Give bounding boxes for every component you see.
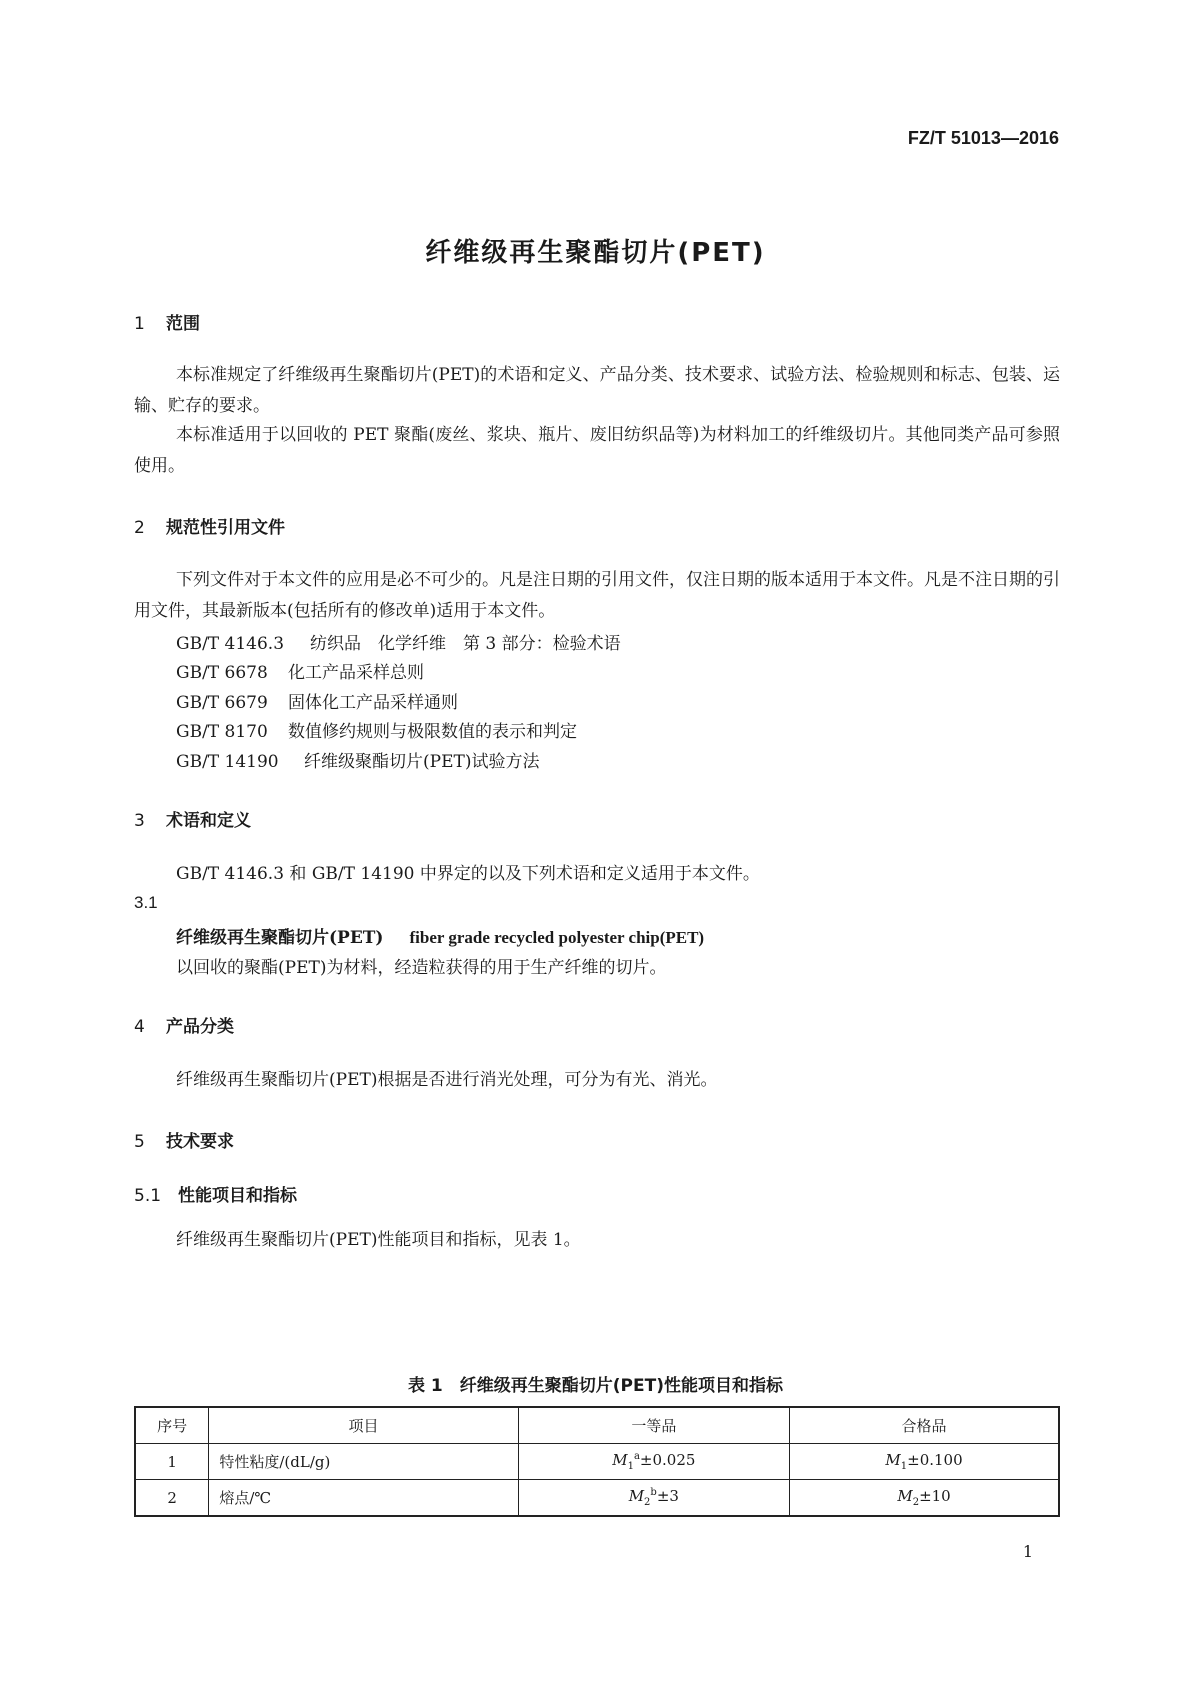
column-header: 项目: [209, 1407, 518, 1444]
reference-code: GB/T 6679: [176, 693, 268, 713]
standard-code: FZ/T 51013—2016: [907, 128, 1059, 148]
term-title: [176, 923, 704, 948]
reference-item: [176, 688, 458, 713]
qualified-grade-value: $M_2\pm 10$: [790, 1480, 1059, 1517]
section-5-heading: [134, 1127, 234, 1152]
paragraph: 纤维级再生聚酯切片(PET)性能项目和指标，见表 1。: [176, 1230, 581, 1250]
paragraph: 本标准适用于以回收的 PET 聚酯(废丝、浆块、瓶片、废旧纺织品等)为材料加工的纤维级切片。其他同类产品可参照使用。: [134, 425, 1060, 476]
first-grade-value: $M_2^b\pm 3$: [518, 1480, 789, 1517]
paragraph: 下列文件对于本文件的应用是必不可少的。凡是注日期的引用文件，仅注日期的版本适用于本文件。凡是不注日期的引用文件，其最新版本(包括所有的修改单)适用于本文件。: [134, 570, 1060, 621]
reference-code: GB/T 8170: [176, 722, 268, 742]
subsection-title: 性能项目和指标: [178, 1186, 297, 1206]
section-number: 5: [134, 1132, 145, 1152]
section-title: 技术要求: [166, 1132, 234, 1152]
spec-table: [134, 1406, 1060, 1517]
section-number: 4: [134, 1017, 145, 1037]
reference-title: 纤维级聚酯切片(PET)试验方法: [304, 752, 540, 772]
column-header: 一等品: [518, 1407, 789, 1444]
item-name: 熔点/℃: [209, 1480, 518, 1517]
section-title: 术语和定义: [166, 811, 251, 831]
subsection-number: 5.1: [134, 1186, 162, 1206]
reference-title: 化工产品采样总则: [288, 663, 424, 683]
first-grade-value: $M_1^a\pm 0.025$: [518, 1444, 789, 1480]
paragraph: GB/T 4146.3 和 GB/T 14190 中界定的以及下列术语和定义适用于本文件。: [176, 864, 760, 884]
paragraph: 本标准规定了纤维级再生聚酯切片(PET)的术语和定义、产品分类、技术要求、试验方法、检验规则和标志、包装、运输、贮存的要求。: [134, 365, 1060, 416]
column-header: 合格品: [790, 1407, 1059, 1444]
term-definition: 以回收的聚酯(PET)为材料，经造粒获得的用于生产纤维的切片。: [176, 958, 667, 978]
term-english: fiber grade recycled polyester chip(PET): [409, 928, 705, 947]
reference-title: 纺织品 化学纤维 第 3 部分：检验术语: [310, 634, 621, 654]
item-name: 特性粘度/(dL/g): [209, 1444, 518, 1480]
reference-item: [176, 747, 539, 772]
qualified-grade-value: $M_1\pm 0.100$: [790, 1444, 1059, 1480]
row-number: 2: [135, 1480, 209, 1517]
table-header-row: [135, 1407, 1059, 1444]
page-number: 1: [1022, 1542, 1033, 1561]
section-1-heading: [134, 309, 200, 334]
section-title: 产品分类: [166, 1017, 234, 1037]
reference-code: GB/T 14190: [176, 752, 279, 772]
section-number: 2: [134, 518, 145, 538]
section-title: 范围: [166, 314, 200, 334]
subsection-5-1-heading: [134, 1181, 297, 1206]
table-row: [135, 1444, 1059, 1480]
section-2-heading: [134, 513, 285, 538]
table-row: [135, 1480, 1059, 1517]
reference-title: 固体化工产品采样通则: [288, 693, 458, 713]
reference-code: GB/T 4146.3: [176, 634, 285, 654]
section-4-heading: [134, 1012, 234, 1037]
reference-title: 数值修约规则与极限数值的表示和判定: [288, 722, 577, 742]
section-number: 1: [134, 314, 145, 334]
term-number: 3.1: [134, 893, 158, 912]
paragraph: 纤维级再生聚酯切片(PET)根据是否进行消光处理，可分为有光、消光。: [176, 1070, 718, 1090]
column-header: 序号: [135, 1407, 209, 1444]
reference-code: GB/T 6678: [176, 663, 268, 683]
document-title: 纤维级再生聚酯切片(PET): [425, 238, 766, 268]
section-title: 规范性引用文件: [166, 518, 285, 538]
reference-item: [176, 629, 621, 654]
section-number: 3: [134, 811, 145, 831]
reference-item: [176, 658, 424, 683]
table-caption: 表 1 纤维级再生聚酯切片(PET)性能项目和指标: [408, 1376, 783, 1396]
reference-item: [176, 717, 577, 742]
section-3-heading: [134, 806, 251, 831]
term-chinese: 纤维级再生聚酯切片(PET): [176, 928, 384, 948]
row-number: 1: [135, 1444, 209, 1480]
